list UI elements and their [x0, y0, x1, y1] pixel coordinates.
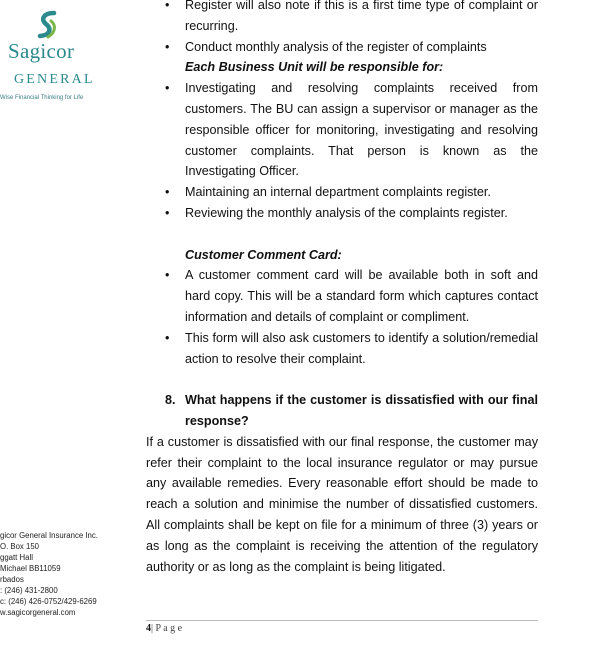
sidebar — [0, 0, 120, 666]
document-body — [146, 0, 538, 590]
bu-heading: Each Business Unit will be responsible for: — [185, 60, 444, 75]
spacer — [146, 224, 538, 245]
list-item: • A customer comment card will be available both in soft and hard copy. This will be a standard form which captures contact information and details of complaint or compliment. — [146, 265, 538, 327]
address-line: gicor General Insurance Inc. — [0, 531, 98, 540]
brand-tagline: Wise Financial Thinking for Life — [0, 95, 84, 101]
address-line: : (246) 431-2800 — [0, 586, 58, 595]
section-title: What happens if the customer is dissatisfied with our final response? — [185, 393, 538, 428]
brand-subtitle: GENERAL — [14, 72, 95, 87]
company-address — [0, 530, 98, 618]
list-item: • Investigating and resolving complaints received from customers. The BU can assign a supervisor or manager as the responsible officer for monitoring, investigating and resolving customer complaints. That person is known as the Investigating Officer. — [146, 78, 538, 182]
section-8-heading — [146, 390, 538, 432]
list-item: • Register will also note if this is a first time type of complaint or recurring. — [146, 0, 538, 37]
footer-divider — [146, 620, 538, 621]
page-indicator — [146, 623, 538, 634]
brand-name: Sagicor — [8, 39, 75, 63]
page-footer — [146, 620, 538, 634]
comment-card-bullets — [146, 265, 538, 369]
register-bullets — [146, 0, 538, 57]
section-number: 8. — [165, 393, 176, 408]
address-line: O. Box 150 — [0, 542, 40, 551]
address-line: w.sagicorgeneral.com — [0, 608, 76, 617]
address-line: rbados — [0, 575, 24, 584]
page-number: 4 — [146, 623, 151, 634]
list-item: • Reviewing the monthly analysis of the complaints register. — [146, 203, 538, 224]
list-item: • Conduct monthly analysis of the register of complaints — [146, 37, 538, 58]
page-label: | P a g e — [151, 623, 183, 634]
section-8-paragraph: If a customer is dissatisfied with our final response, the customer may refer their complaint to the local insurance regulator or may pursue any available remedies. Every reasonable effort should be made to reach a solution and minimise the number of dissatisfied customers. All complaints shall be kept on file for a minimum of three (3) years or as long as the complaint is receiving the attention of the regulatory authority or as long as the complaint is being litigated. — [146, 434, 538, 574]
bu-bullets — [146, 78, 538, 224]
address-line: Michael BB11059 — [0, 564, 61, 573]
spacer — [146, 369, 538, 390]
comment-card-heading: Customer Comment Card: — [185, 247, 342, 262]
address-line: ggatt Hall — [0, 553, 33, 562]
list-item: • This form will also ask customers to identify a solution/remedial action to resolve their complaint. — [146, 328, 538, 370]
address-line: c: (246) 426-0752/429-6269 — [0, 597, 97, 606]
list-item: • Maintaining an internal department complaints register. — [146, 182, 538, 203]
